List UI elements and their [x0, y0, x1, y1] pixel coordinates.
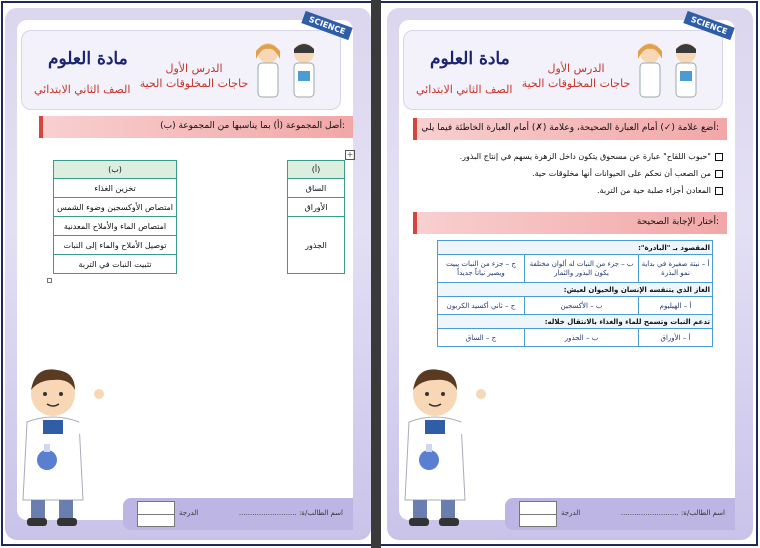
group-a-item: الأوراق — [288, 198, 345, 217]
answer-option[interactable]: ج – ثاني أكسيد الكربون — [438, 297, 525, 315]
group-a-header: (أ) — [288, 161, 345, 179]
lesson-name: حاجات المخلوقات الحية — [521, 77, 631, 90]
kids-illustration — [626, 37, 710, 105]
lesson-title: الدرس الأول — [165, 62, 223, 75]
answer-option[interactable]: ج – جزء من النبات يبيت ويصير نباتاً جديداً — [438, 255, 525, 283]
left-header — [21, 14, 347, 110]
group-b-item: تثبيت النبات في التربة — [54, 255, 177, 274]
question-text: المقصود بـ "البادرة": — [438, 241, 713, 255]
scientist-illustration — [13, 360, 113, 528]
student-name-field[interactable]: اسم الطالب/ة: .......................... — [620, 509, 725, 517]
answer-option[interactable]: ب – الأكسجين — [524, 297, 638, 315]
right-page — [387, 8, 753, 540]
right-header — [403, 14, 729, 110]
lesson-title: الدرس الأول — [547, 62, 605, 75]
lesson-heading — [134, 61, 254, 91]
group-a-item: الساق — [288, 179, 345, 198]
answer-option[interactable]: ج – الساق — [438, 329, 525, 347]
group-b-header: (ب) — [54, 161, 177, 179]
grade-field-label: الدرجة — [179, 509, 199, 517]
lesson-name: حاجات المخلوقات الحية — [139, 77, 249, 90]
grade-box[interactable] — [137, 501, 175, 527]
group-b-item: امتصاص الماء والأملاح المعدنية — [54, 217, 177, 236]
group-b-item: توصيل الأملاح والماء إلى النبات — [54, 236, 177, 255]
lesson-heading — [516, 61, 636, 91]
list-item — [409, 148, 723, 165]
subject-title: مادة العلوم — [48, 49, 128, 69]
science-badge: SCIENCE — [683, 11, 735, 40]
statement-text: من الصعب أن نحكم على الحيوانات أنها مخلوقات حية. — [532, 169, 711, 178]
multiple-choice-instruction: أختار الإجابة الصحيحة: — [413, 212, 727, 234]
left-page — [5, 8, 371, 540]
list-item — [409, 165, 723, 182]
table-move-handle-icon[interactable]: + — [346, 150, 354, 159]
answer-option[interactable]: أ – الهيليوم — [639, 297, 713, 315]
answer-option[interactable]: أ – نبتة صغيرة في بداية نمو البذرة — [639, 255, 713, 283]
question-text: تدعم النبات وتسمح للماء والغذاء بالانتقال خلاله: — [438, 315, 713, 329]
subject-title: مادة العلوم — [430, 49, 510, 69]
grade-field-label: الدرجة — [561, 509, 581, 517]
multiple-choice-table — [437, 240, 713, 347]
table-resize-handle[interactable] — [47, 278, 52, 283]
matching-instruction: أصل المجموعة (أ) بما يناسبها من المجموعة (ب): — [39, 116, 353, 138]
checkbox[interactable] — [715, 170, 723, 178]
left-footer — [123, 498, 353, 530]
answer-option[interactable]: أ – الأوراق — [639, 329, 713, 347]
kids-illustration — [244, 37, 328, 105]
question-text: الغاز الذي يتنفسه الإنسان والحيوان لعيش: — [438, 283, 713, 297]
answer-option[interactable]: ب – جزء من النبات له ألوان مختلفة يكون البذور والثمار — [524, 255, 638, 283]
group-a-item: الجذور — [288, 217, 345, 274]
list-item — [409, 182, 723, 199]
true-false-instruction: أضع علامة (✓) أمام العبارة الصحيحة، وعلامة (✗) أمام العبارة الخاطئة فيما يلي: — [413, 118, 727, 140]
grade-label: الصف الثاني الابتدائي — [34, 83, 131, 96]
scientist-illustration — [395, 360, 495, 528]
page-gutter — [371, 0, 381, 548]
checkbox[interactable] — [715, 187, 723, 195]
group-b-item: امتصاص الأوكسجين وضوء الشمس — [54, 198, 177, 217]
group-a-table — [287, 160, 345, 274]
statement-text: المعادن أجزاء صلبة حية من التربة. — [596, 186, 711, 195]
grade-box[interactable] — [519, 501, 557, 527]
student-name-field[interactable]: اسم الطالب/ة: .......................... — [238, 509, 343, 517]
science-badge: SCIENCE — [301, 11, 353, 40]
group-b-item: تخزين الغذاء — [54, 179, 177, 198]
answer-option[interactable]: ب – الجذور — [524, 329, 638, 347]
true-false-list — [409, 148, 723, 199]
group-b-table — [53, 160, 177, 274]
right-footer — [505, 498, 735, 530]
checkbox[interactable] — [715, 153, 723, 161]
statement-text: "حبوب اللقاح" عبارة عن مسحوق يتكون داخل الزهرة يسهم في إنتاج البذور. — [459, 152, 711, 161]
grade-label: الصف الثاني الابتدائي — [416, 83, 513, 96]
